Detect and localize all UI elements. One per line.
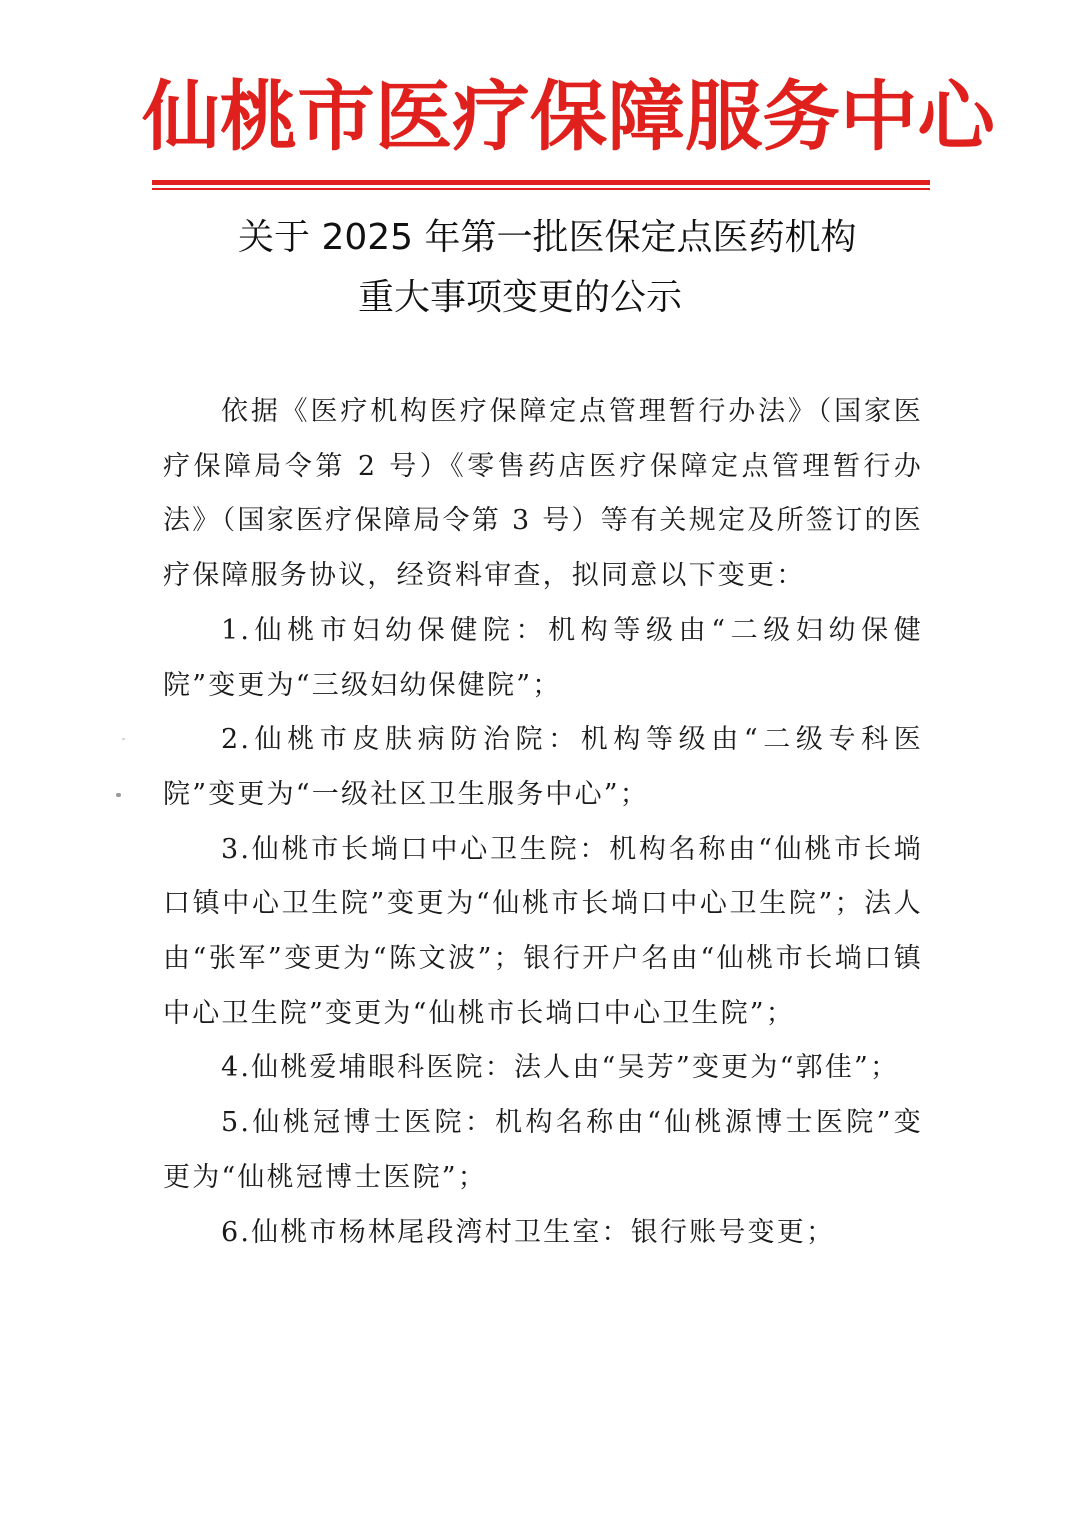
scan-speck <box>122 738 125 740</box>
document-title-line-1: 关于 2025 年第一批医保定点医药机构 <box>238 217 857 258</box>
scan-speck <box>116 793 121 797</box>
header-rule-thin <box>152 188 930 190</box>
change-item-2: 2.仙桃市皮肤病防治院：机构等级由“二级专科医院”变更为“一级社区卫生服务中心”； <box>163 724 923 810</box>
document-title-line-2: 重大事项变更的公示 <box>358 277 683 318</box>
header-rule-thick <box>152 180 930 185</box>
change-item-3: 3.仙桃市长埫口中心卫生院：机构名称由“仙桃市长埫口镇中心卫生院”变更为“仙桃市长埫口中心卫生院”；法人由“张军”变更为“陈文波”；银行开户名由“仙桃市长埫口镇中心卫生院”变更为“仙桃市长埫口中心卫生院”； <box>163 833 923 1029</box>
intro-paragraph: 依据《医疗机构医疗保障定点管理暂行办法》（国家医疗保障局令第 2 号）《零售药店医疗保障定点管理暂行办法》（国家医疗保障局令第 3 号）等有关规定及所签订的医疗保障服务协议，经资料审查，拟同意以下变更： <box>163 396 923 592</box>
change-item-6: 6.仙桃市杨林尾段湾村卫生室：银行账号变更； <box>221 1216 836 1248</box>
document-body <box>163 385 923 1260</box>
organization-header: 仙桃市医疗保障服务中心 <box>142 72 995 161</box>
change-item-1: 1.仙桃市妇幼保健院：机构等级由“二级妇幼保健院”变更为“三级妇幼保健院”； <box>163 614 923 701</box>
change-item-5: 5.仙桃冠博士医院：机构名称由“仙桃源博士医院”变更为“仙桃冠博士医院”； <box>163 1107 923 1193</box>
change-item-4: 4.仙桃爱埔眼科医院：法人由“吴芳”变更为“郭佳”； <box>221 1052 900 1084</box>
